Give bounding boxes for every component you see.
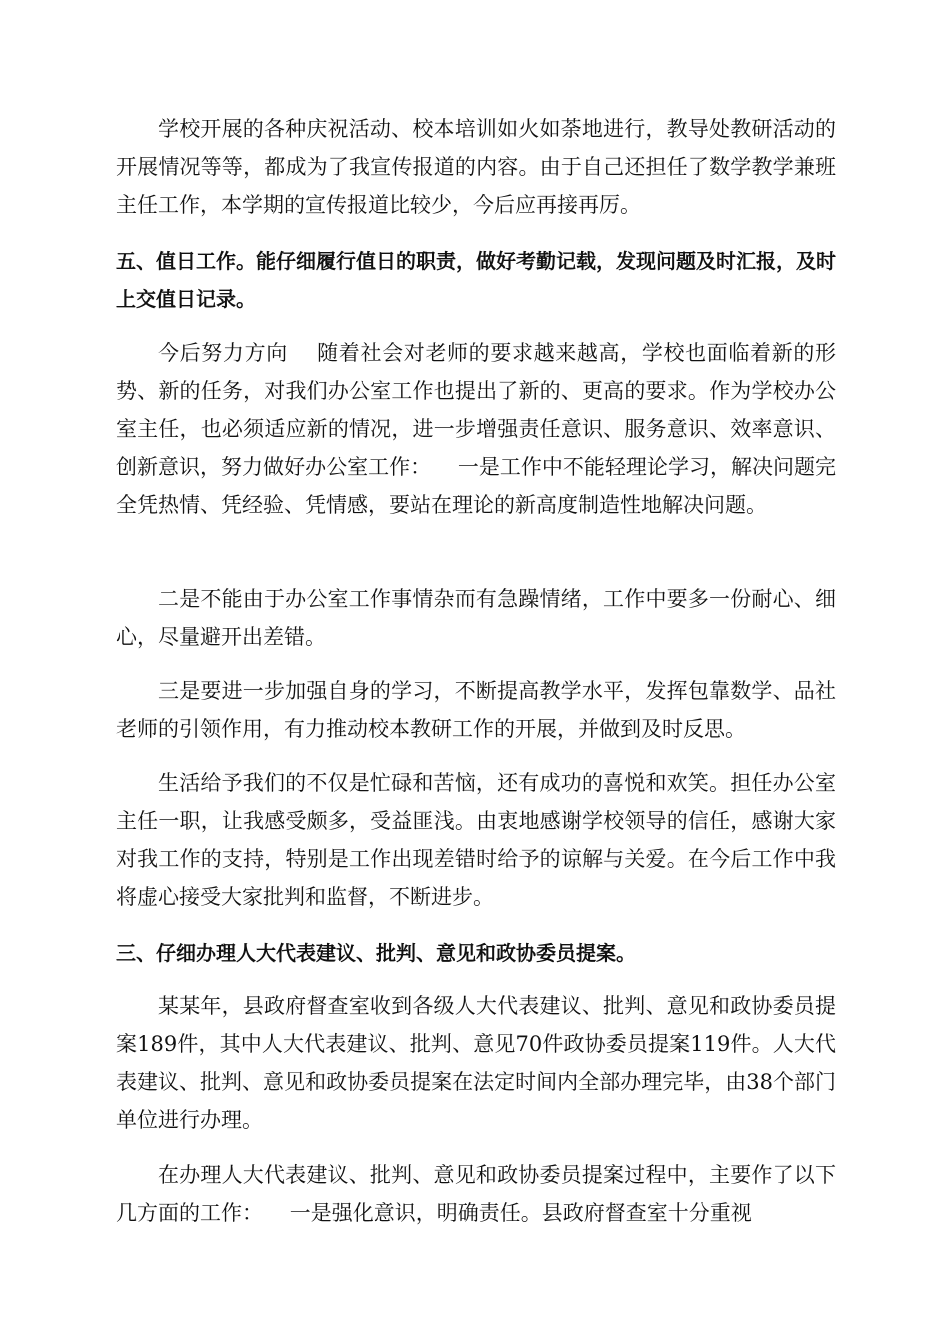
paragraph-point-three: 三是要进一步加强自身的学习，不断提高教学水平，发挥包靠数学、品社老师的引领作用，有力推动校本教研工作的开展，并做到及时反思。 <box>116 679 836 741</box>
paragraph-point-two: 二是不能由于办公室工作事情杂而有急躁情绪，工作中要多一份耐心、细心，尽量避开出差错。 <box>116 587 836 649</box>
paragraph-publicity: 学校开展的各种庆祝活动、校本培训如火如荼地进行，教导处教研活动的开展情况等等，都成为了我宣传报道的内容。由于自己还担任了数学教学兼班主任工作，本学期的宣传报道比较少，今后应再接再厉。 <box>116 117 836 217</box>
paragraph-reflection: 生活给予我们的不仅是忙碌和苦恼，还有成功的喜悦和欢笑。担任办公室主任一职，让我感受颇多，受益匪浅。由衷地感谢学校领导的信任，感谢大家对我工作的支持，特别是工作出现差错时给予的谅解与关爱。在今后工作中我将虚心接受大家批判和监督，不断进步。 <box>116 771 836 909</box>
paragraph-proposal-work: 在办理人大代表建议、批判、意见和政协委员提案过程中，主要作了以下几方面的工作： 一是强化意识，明确责任。县政府督查室十分重视 <box>116 1163 836 1225</box>
paragraph-future-direction: 今后努力方向 随着社会对老师的要求越来越高，学校也面临着新的形势、新的任务，对我们办公室工作也提出了新的、更高的要求。作为学校办公室主任，也必须适应新的情况，进一步增强责任意识、服务意识、效率意识、创新意识，努力做好办公室工作： 一是工作中不能轻理论学习，解决问题完全凭热情、凭经验、凭情感，要站在理论的新高度制造性地解决问题。 <box>116 341 836 517</box>
heading-proposals: 三、仔细办理人大代表建议、批判、意见和政协委员提案。 <box>116 941 636 965</box>
paragraph-proposal-stats: 某某年，县政府督查室收到各级人大代表建议、批判、意见和政协委员提案189件，其中人大代表建议、批判、意见70件政协委员提案119件。人大代表建议、批判、意见和政协委员提案在法定时间内全部办理完毕，由38个部门单位进行办理。 <box>116 994 836 1132</box>
heading-duty-work: 五、值日工作。能仔细履行值日的职责，做好考勤记载，发现问题及时汇报，及时上交值日记录。 <box>116 249 836 311</box>
